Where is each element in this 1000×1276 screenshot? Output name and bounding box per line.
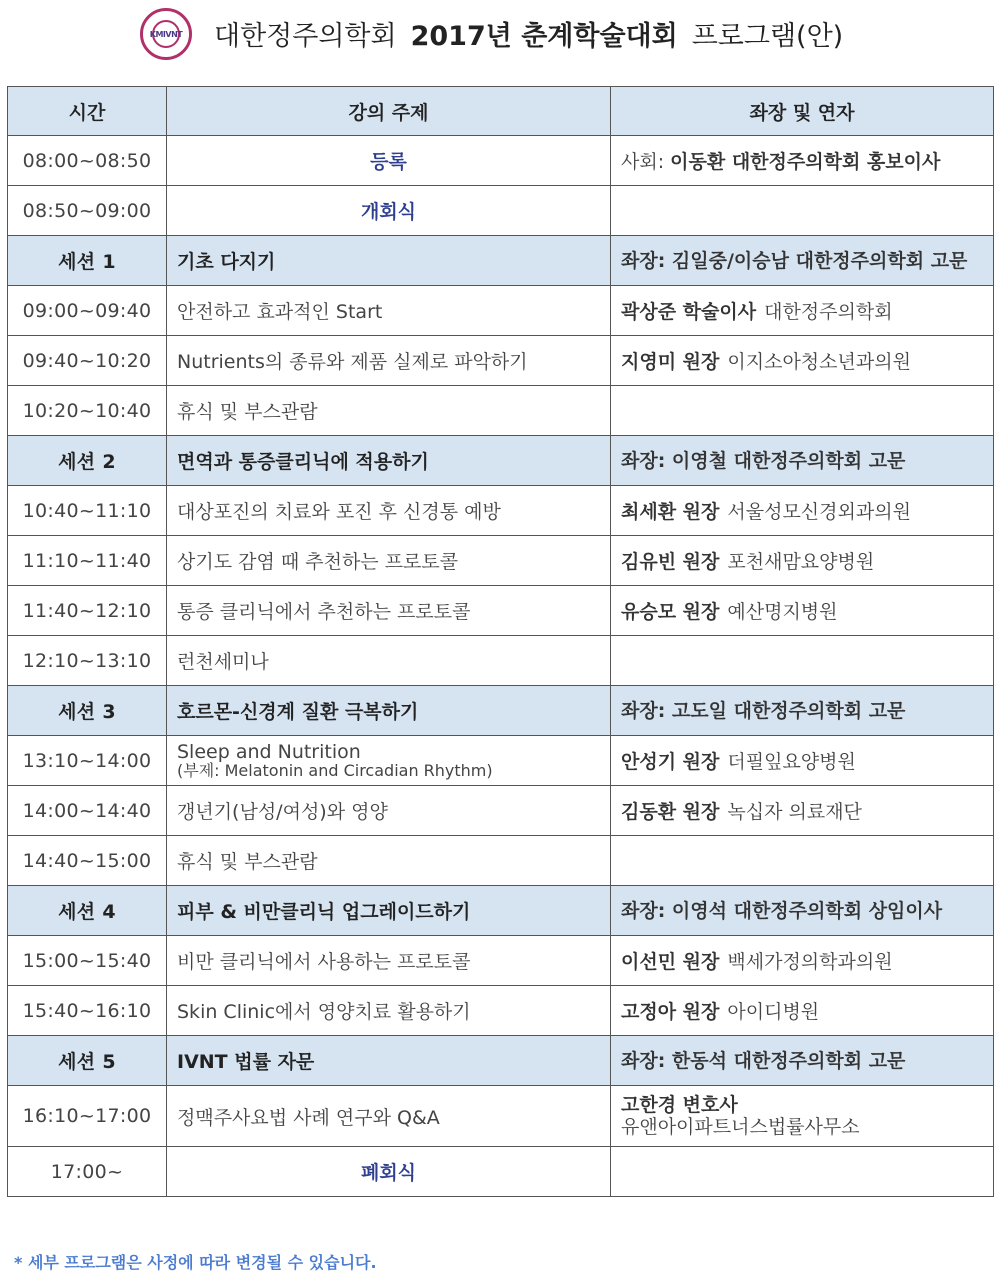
time-cell: 세션 2 — [8, 436, 167, 486]
speaker-cell — [611, 736, 994, 786]
speaker-cell — [611, 536, 994, 586]
society-logo — [140, 8, 192, 60]
topic-cell: 휴식 및 부스관람 — [167, 836, 611, 886]
table-row — [8, 1086, 994, 1147]
session-row — [8, 236, 994, 286]
session-chair: 좌장: 김일중/이승남 대한정주의학회 고문 — [621, 249, 968, 272]
speaker-affiliation: 대한정주의학회 — [764, 301, 893, 323]
topic-cell: 통증 클리닉에서 추천하는 프로토콜 — [167, 586, 611, 636]
header-speaker: 좌장 및 연자 — [611, 87, 994, 136]
time-cell: 09:40~10:20 — [8, 336, 167, 386]
speaker-cell — [611, 686, 994, 736]
title-event: 2017년 춘계학술대회 — [410, 21, 678, 52]
session-row — [8, 886, 994, 936]
topic-cell: 런천세미나 — [167, 636, 611, 686]
speaker-name: 유승모 원장 — [621, 601, 720, 623]
time-cell: 08:50~09:00 — [8, 186, 167, 236]
time-cell: 세션 3 — [8, 686, 167, 736]
speaker-name: 김유빈 원장 — [621, 551, 720, 573]
time-cell: 17:00~ — [8, 1147, 167, 1197]
time-cell: 세션 4 — [8, 886, 167, 936]
title-program: 프로그램(안) — [691, 21, 844, 52]
table-row — [8, 186, 994, 236]
speaker-affiliation: 예산명지병원 — [727, 601, 838, 623]
speaker-name: 고정아 원장 — [621, 1001, 720, 1023]
topic-cell — [167, 736, 611, 786]
table-row — [8, 586, 994, 636]
speaker-name: 곽상준 학술이사 — [621, 301, 757, 323]
session-chair: 좌장: 이영석 대한정주의학회 상임이사 — [621, 899, 943, 922]
speaker-cell — [611, 886, 994, 936]
speaker-name: 이선민 원장 — [621, 951, 720, 973]
page-title — [214, 14, 857, 53]
speaker-affiliation: 이지소아청소년과의원 — [727, 351, 911, 373]
table-body — [8, 136, 994, 1197]
speaker-cell — [611, 136, 994, 186]
table-row — [8, 936, 994, 986]
topic-cell: IVNT 법률 자문 — [167, 1036, 611, 1086]
header-time: 시간 — [8, 87, 167, 136]
table-row — [8, 736, 994, 786]
table-row — [8, 136, 994, 186]
speaker-cell — [611, 586, 994, 636]
time-cell: 11:40~12:10 — [8, 586, 167, 636]
time-cell: 12:10~13:10 — [8, 636, 167, 686]
time-cell: 11:10~11:40 — [8, 536, 167, 586]
speaker-prefix: 사회: — [621, 151, 671, 173]
time-cell: 08:00~08:50 — [8, 136, 167, 186]
speaker-cell — [611, 286, 994, 336]
table-row — [8, 986, 994, 1036]
speaker-cell — [611, 386, 994, 436]
topic-title: Sleep and Nutrition — [177, 740, 361, 763]
session-chair: 좌장: 이영철 대한정주의학회 고문 — [621, 449, 906, 472]
table-row — [8, 786, 994, 836]
header-topic: 강의 주제 — [167, 87, 611, 136]
topic-cell: 개회식 — [167, 186, 611, 236]
speaker-cell — [611, 986, 994, 1036]
speaker-cell — [611, 486, 994, 536]
speaker-cell — [611, 1147, 994, 1197]
speaker-affiliation: 포천새맘요양병원 — [727, 551, 875, 573]
speaker-cell — [611, 186, 994, 236]
speaker-affiliation: 더필잎요양병원 — [727, 751, 856, 773]
topic-cell: 등록 — [167, 136, 611, 186]
speaker-affiliation: 녹십자 의료재단 — [727, 801, 862, 823]
speaker-name: 이동환 대한정주의학회 홍보이사 — [670, 151, 941, 173]
program-table — [7, 86, 994, 1197]
speaker-cell — [611, 236, 994, 286]
topic-cell: 상기도 감염 때 추천하는 프로토콜 — [167, 536, 611, 586]
time-cell: 14:00~14:40 — [8, 786, 167, 836]
topic-cell: 호르몬-신경계 질환 극복하기 — [167, 686, 611, 736]
session-row — [8, 436, 994, 486]
topic-cell: 갱년기(남성/여성)와 영양 — [167, 786, 611, 836]
speaker-affiliation: 서울성모신경외과의원 — [727, 501, 911, 523]
time-cell: 세션 1 — [8, 236, 167, 286]
speaker-cell — [611, 1036, 994, 1086]
speaker-name: 고한경 변호사 — [621, 1094, 738, 1116]
speaker-affiliation: 아이디병원 — [727, 1001, 820, 1023]
topic-cell: 피부 & 비만클리닉 업그레이드하기 — [167, 886, 611, 936]
time-cell: 10:40~11:10 — [8, 486, 167, 536]
table-row — [8, 386, 994, 436]
speaker-name: 안성기 원장 — [621, 751, 720, 773]
topic-cell: 면역과 통증클리닉에 적용하기 — [167, 436, 611, 486]
table-row — [8, 286, 994, 336]
time-cell: 14:40~15:00 — [8, 836, 167, 886]
table-row — [8, 836, 994, 886]
speaker-cell — [611, 786, 994, 836]
speaker-cell — [611, 336, 994, 386]
page-header — [0, 0, 1000, 70]
time-cell: 10:20~10:40 — [8, 386, 167, 436]
footnote: * 세부 프로그램은 사정에 따라 변경될 수 있습니다. — [14, 1253, 377, 1272]
time-cell: 15:40~16:10 — [8, 986, 167, 1036]
session-row — [8, 686, 994, 736]
speaker-cell — [611, 1086, 994, 1147]
topic-cell: Skin Clinic에서 영양치료 활용하기 — [167, 986, 611, 1036]
speaker-name: 최세환 원장 — [621, 501, 720, 523]
speaker-affiliation: 백세가정의학과의원 — [727, 951, 893, 973]
speaker-name: 지영미 원장 — [621, 351, 720, 373]
session-chair: 좌장: 한동석 대한정주의학회 고문 — [621, 1049, 906, 1072]
topic-cell: 대상포진의 치료와 포진 후 신경통 예방 — [167, 486, 611, 536]
speaker-affiliation: 유앤아이파트너스법률사무소 — [621, 1116, 860, 1138]
table-row — [8, 536, 994, 586]
topic-cell: 안전하고 효과적인 Start — [167, 286, 611, 336]
time-cell: 세션 5 — [8, 1036, 167, 1086]
time-cell: 15:00~15:40 — [8, 936, 167, 986]
logo-mark: KMIVNT — [152, 20, 180, 48]
speaker-cell — [611, 936, 994, 986]
time-cell: 16:10~17:00 — [8, 1086, 167, 1147]
topic-cell: 폐회식 — [167, 1147, 611, 1197]
topic-cell: 휴식 및 부스관람 — [167, 386, 611, 436]
time-cell: 13:10~14:00 — [8, 736, 167, 786]
table-row — [8, 336, 994, 386]
table-header-row — [8, 87, 994, 136]
session-row — [8, 1036, 994, 1086]
topic-cell: Nutrients의 종류와 제품 실제로 파악하기 — [167, 336, 611, 386]
topic-cell: 기초 다지기 — [167, 236, 611, 286]
topic-subtitle: (부제: Melatonin and Circadian Rhythm) — [177, 760, 493, 780]
time-cell: 09:00~09:40 — [8, 286, 167, 336]
topic-cell: 비만 클리닉에서 사용하는 프로토콜 — [167, 936, 611, 986]
speaker-name: 김동환 원장 — [621, 801, 720, 823]
speaker-cell — [611, 436, 994, 486]
table-row — [8, 636, 994, 686]
speaker-cell — [611, 836, 994, 886]
title-org: 대한정주의학회 — [214, 21, 397, 52]
speaker-cell — [611, 636, 994, 686]
table-row — [8, 1147, 994, 1197]
topic-cell: 정맥주사요법 사례 연구와 Q&A — [167, 1086, 611, 1147]
session-chair: 좌장: 고도일 대한정주의학회 고문 — [621, 699, 906, 722]
table-row — [8, 486, 994, 536]
